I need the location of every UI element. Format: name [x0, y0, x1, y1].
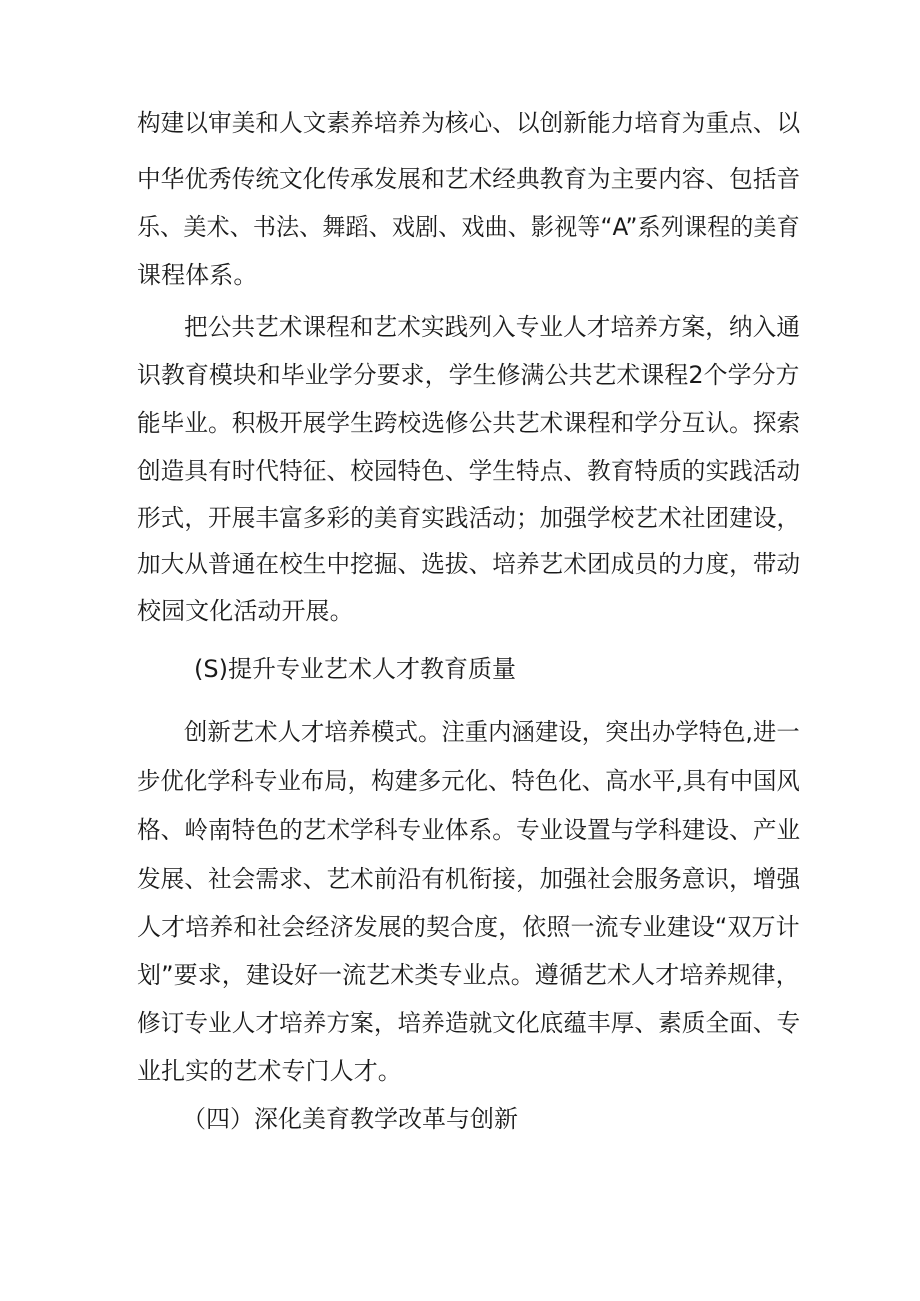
text-line: 创新艺术人才培养模式。注重内涵建设，突出办学特色,进一: [184, 718, 800, 746]
text-line: 课程体系。: [137, 261, 258, 289]
text-line: 构建以审美和人文素养培养为核心、以创新能力培育为重点、以: [137, 109, 801, 137]
text-line: 形式，开展丰富多彩的美育实践活动；加强学校艺术社团建设，: [137, 504, 801, 532]
text-line: 格、岭南特色的艺术学科专业体系。专业设置与学科建设、产业: [137, 816, 801, 844]
text-line: 业扎实的艺术专门人才。: [137, 1057, 402, 1085]
text-line: 加大从普通在校生中挖掘、选拔、培养艺术团成员的力度，带动: [137, 550, 801, 578]
text-line: 乐、美术、书法、舞蹈、戏剧、戏曲、影视等“A”系列课程的美育: [137, 213, 800, 241]
text-line: 修订专业人才培养方案，培养造就文化底蕴丰厚、素质全面、专: [137, 1009, 801, 1037]
text-line: 人才培养和社会经济发展的契合度，依照一流专业建设“双万计: [137, 913, 800, 941]
text-line: 把公共艺术课程和艺术实践列入专业人才培养方案，纳入通: [184, 313, 801, 341]
text-line: 识教育模块和毕业学分要求，学生修满公共艺术课程2个学分方: [137, 361, 800, 389]
section-heading: （四）深化美育教学改革与创新: [182, 1105, 518, 1133]
text-line: 校园文化活动开展。: [137, 597, 354, 625]
text-line: 创造具有时代特征、校园特色、学生特点、教育特质的实践活动: [137, 457, 801, 485]
text-line: 中华优秀传统文化传承发展和艺术经典教育为主要内容、包括音: [137, 165, 801, 193]
text-line: 能毕业。积极开展学生跨校选修公共艺术课程和学分互认。探索: [137, 409, 801, 437]
text-line: 步优化学科专业布局，构建多元化、特色化、高水平,具有中国风: [137, 767, 800, 795]
text-line: 划”要求，建设好一流艺术类专业点。遵循艺术人才培养规律，: [137, 961, 800, 989]
text-line: 发展、社会需求、艺术前沿有机衔接，加强社会服务意识，增强: [137, 865, 801, 893]
section-heading: (S)提升专业艺术人才教育质量: [194, 655, 516, 683]
